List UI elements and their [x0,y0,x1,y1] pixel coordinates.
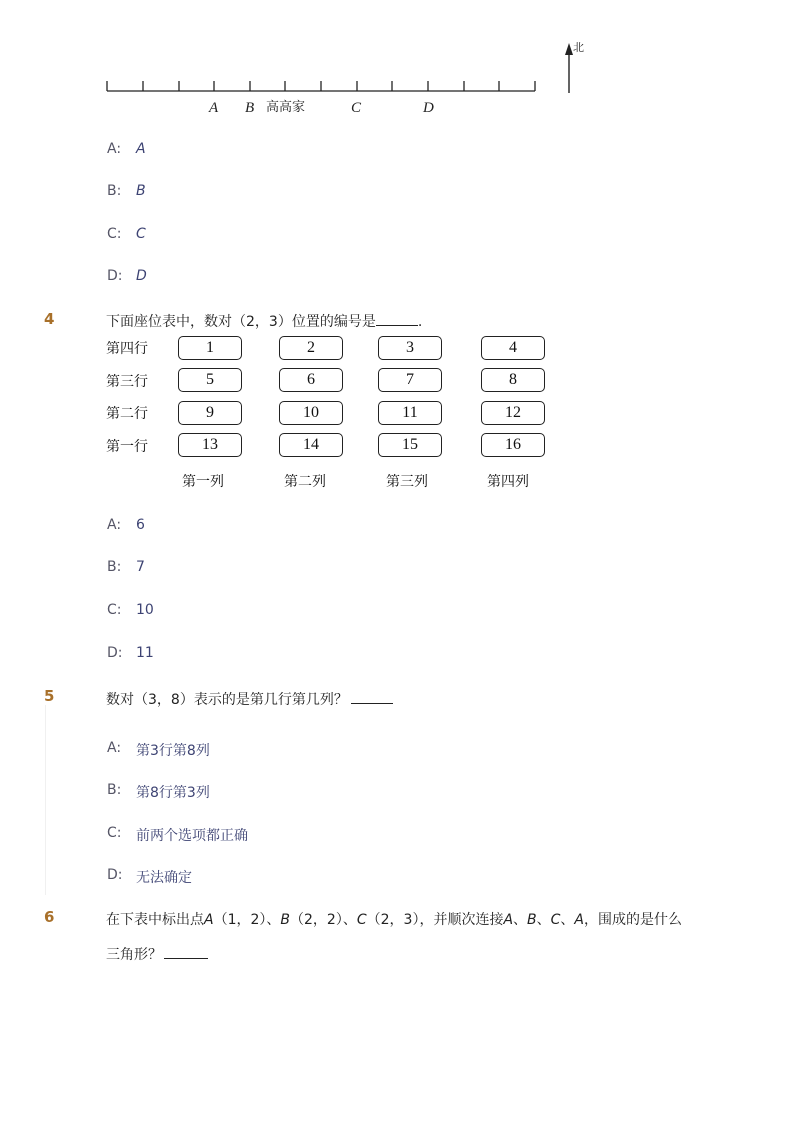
question-number: 5 [44,687,55,705]
option-text: 无法确定 [136,870,192,886]
option-text: D [136,268,147,284]
option-text: 6 [136,517,145,533]
north-label: 北 [573,41,584,54]
option-letter: D: [107,268,123,284]
point-a: A [574,912,584,928]
question-stem [106,311,422,331]
stem-text: 、 [513,912,528,928]
stem-text: 下面座位表中，数对（2，3）位置的编号是 [106,314,376,330]
seat-cell: 6 [279,368,343,392]
option-text: C [136,226,146,242]
seat-cell: 8 [481,368,545,392]
question-stem-line2 [106,944,208,964]
option-text: 第8行第3列 [136,785,210,801]
stem-text: 、 [560,912,575,928]
option-letter: D: [107,867,123,883]
stem-text: （2，2）、 [290,912,357,928]
option-text: 7 [136,559,145,575]
option-letter: B: [107,782,122,798]
point-a: A [204,912,214,928]
stem-end: . [417,314,423,330]
option-text: 10 [136,602,154,618]
seat-cell: 1 [178,336,242,360]
seat-cell: 9 [178,401,242,425]
option-text: 11 [136,645,154,661]
option-text: 前两个选项都正确 [136,828,248,844]
question-number: 4 [44,310,55,328]
stem-text: 在下表中标出点 [106,912,204,928]
point-label-c: C [351,100,362,116]
option-text: A [136,141,146,157]
option-letter: B: [107,559,122,575]
option-letter: A: [107,517,122,533]
option-letter: A: [107,740,122,756]
stem-text: 数对（3，8）表示的是第几行第几列？ [106,692,348,708]
column-label: 第四列 [487,474,529,490]
stem-text: （2，3），并顺次连接 [366,912,504,928]
point-c: C [550,912,561,928]
answer-blank [164,944,208,959]
number-line-figure [100,36,600,122]
option-text: B [136,183,146,199]
seat-cell: 11 [378,401,442,425]
stem-text: 三角形？ [106,947,162,963]
seat-cell: 16 [481,433,545,457]
point-label-a: A [209,100,219,116]
option-letter: D: [107,645,123,661]
divider [45,705,46,895]
row-label: 第三行 [106,374,148,390]
number-line-axis [107,81,535,91]
answer-blank [376,311,418,326]
seat-cell: 3 [378,336,442,360]
seat-cell: 12 [481,401,545,425]
seat-cell: 2 [279,336,343,360]
answer-blank [351,689,393,704]
point-a: A [503,912,514,928]
row-label: 第二行 [106,406,148,422]
seat-cell: 14 [279,433,343,457]
north-arrow-icon [565,43,573,93]
point-c: C [356,912,367,928]
seat-cell: 15 [378,433,442,457]
stem-text: 、 [536,912,551,928]
column-label: 第三列 [386,474,428,490]
stem-text: ，围成的是什么 [584,912,682,928]
seat-cell: 5 [178,368,242,392]
row-label: 第四行 [106,341,148,357]
question-number: 6 [44,908,55,926]
row-label: 第一行 [106,439,148,455]
point-b: B [280,912,291,928]
question-stem-line1 [106,909,682,929]
point-b: B [527,912,537,928]
option-letter: A: [107,141,122,157]
point-label-b: B [245,100,255,116]
option-letter: B: [107,183,122,199]
option-letter: C: [107,825,122,841]
option-letter: C: [107,226,122,242]
option-letter: C: [107,602,122,618]
point-label-home: 高高家 [266,100,306,115]
seat-cell: 7 [378,368,442,392]
column-label: 第二列 [284,474,326,490]
seat-cell: 13 [178,433,242,457]
seat-cell: 10 [279,401,343,425]
seat-cell: 4 [481,336,545,360]
option-text: 第3行第8列 [136,743,210,759]
stem-text: （1，2）、 [213,912,281,928]
column-label: 第一列 [182,474,224,490]
point-label-d: D [423,100,434,116]
question-stem [106,689,393,709]
